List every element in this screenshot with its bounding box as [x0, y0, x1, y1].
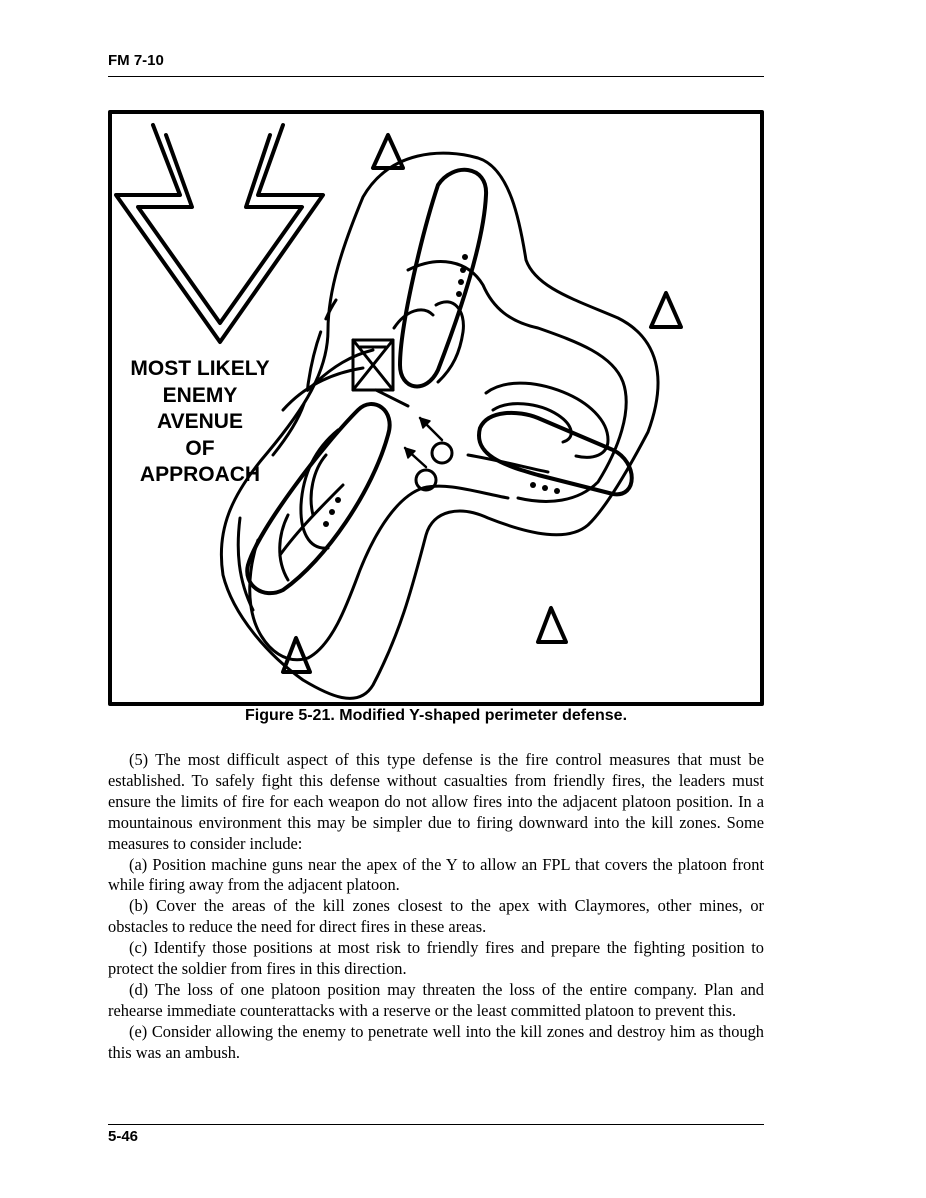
platoon-position-southwest [247, 404, 389, 593]
figure-diagram [108, 110, 764, 706]
avenue-label-line-2: ENEMY [162, 384, 238, 407]
avenue-label-line-1: MOST LIKELY [130, 357, 270, 380]
paragraph-b: (b) Cover the areas of the kill zones closest to the apex with Claymores, other mines, or obstacles to reduce the need for direct fires in these areas. [108, 896, 764, 937]
avenue-arrow-inner [138, 135, 302, 323]
avenue-arrow-outer [116, 125, 323, 342]
triangle-symbol-bottom-left [283, 638, 310, 672]
platoon-position-east [479, 413, 632, 494]
header-rule [108, 76, 764, 77]
figure-caption: Figure 5-21. Modified Y-shaped perimeter defense. [244, 707, 628, 724]
terrain-contour-outer [221, 153, 658, 698]
footer-rule [108, 1124, 764, 1125]
paragraph-a: (a) Position machine guns near the apex of the Y to allow an FPL that covers the platoon front while firing away from the adjacent platoon. [108, 854, 764, 895]
paragraph-5: (5) The most difficult aspect of this type defense is the fire control measures that must be established. To safely fight this defense without casualties from friendly fires, the leaders must ensure the limits of fire for each weapon do not allow fires into the adjacent platoon position. In a mountainous environment this may be simpler due to firing downward into the kill zones. Some measures to consider include: [108, 750, 764, 853]
paragraph-d: (d) The loss of one platoon position may threaten the loss of the entire company. Plan and rehearse immediate counterattacks with a reserve or the least committed platoon to prevent this. [108, 979, 764, 1020]
paragraph-e: (e) Consider allowing the enemy to penetrate well into the kill zones and destroy him as though this was an ambush. [108, 1021, 764, 1062]
avenue-label-line-5: APPROACH [139, 463, 261, 486]
avenue-label-line-3: AVENUE [157, 410, 243, 433]
body-text [108, 750, 764, 1064]
triangle-symbol-right [651, 293, 681, 327]
page-number: 5-46 [108, 1128, 139, 1145]
avenue-label-line-4: OF [185, 437, 215, 460]
manual-id: FM 7-10 [108, 52, 164, 69]
paragraph-c: (c) Identify those positions at most risk to friendly fires and prepare the fighting position to protect the soldier from fires in this direction. [108, 938, 764, 979]
triangle-symbol-bottom-right [538, 608, 566, 642]
position-marker-1 [432, 443, 452, 463]
platoon-position-north [400, 170, 486, 387]
